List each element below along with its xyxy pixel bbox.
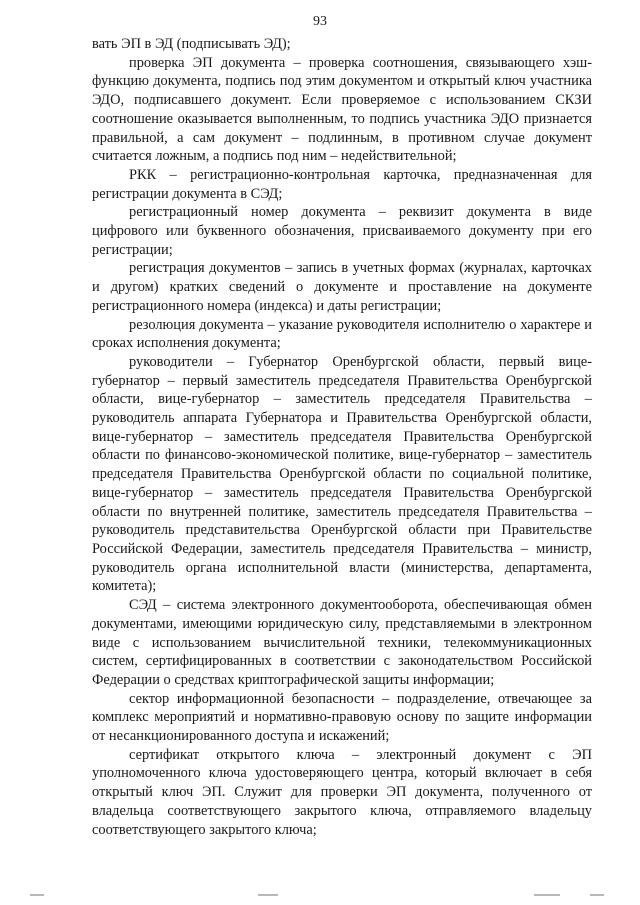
definition-rkk: РКК – регистрационно-контрольная карточка, предназначенная для регистрации документа в СЭД;	[92, 166, 592, 202]
definition-registration-number: регистрационный номер документа – реквизит документа в виде цифрового или буквенного обозначения, присваиваемого документу при его регистрации;	[92, 204, 592, 258]
definition-infosec-sector: сектор информационной безопасности – подразделение, отвечающее за комплекс мероприятий и нормативно-правовую основу по защите информации от несанкционированного доступа и искажений;	[92, 690, 592, 745]
definition-document-registration: регистрация документов – запись в учетных формах (журналах, карточках и другом) кратких сведений о документе и проставление на документе регистрационного номера (индекса) и даты регистрации;	[92, 260, 592, 314]
scan-edge-mark-center-left	[258, 894, 278, 896]
definition-public-key-certificate: сертификат открытого ключа – электронный документ с ЭП уполномоченного ключа удостоверяющего центра, который включает в себя открытый ключ ЭП. Служит для проверки ЭП документа, полученного от владельца соответствующего закрытого ключа, отправляемого владельцу соответствующего закрытого ключа;	[92, 746, 592, 838]
page-number: 93	[313, 14, 327, 29]
scan-edge-mark-right	[590, 894, 604, 896]
definition-resolution: резолюция документа – указание руководителя исполнителю о характере и сроках исполнения документа;	[92, 316, 592, 352]
definition-signature-verification: проверка ЭП документа – проверка соотношения, связывающего хэш-функцию документа, подпись под этим документом и открытый ключ участника ЭДО, подписавшего документ. Если проверяемое с использованием СКЗИ соотношение оказывается выполненным, то подпись участника ЭДО признается правильной, а сам документ – подлинным, в противном случае документ считается ложным, а подпись под ним – недействительной;	[92, 54, 592, 165]
scan-edge-mark-left	[30, 894, 44, 896]
definition-leaders: руководители – Губернатор Оренбургской области, первый вице-губернатор – первый заместитель председателя Правительства Оренбургской области, вице-губернатор – заместитель председателя Правительства – руководитель аппарата Губернатора и Правительства Оренбургской области, вице-губернатор – заместитель председателя Правительства Оренбургской области по финансово-экономической политике, вице-губернатор – заместитель председателя Правительства Оренбургской области по социальной политике, вице-губернатор – заместитель председателя Правительства Оренбургской области по внутренней политике, заместитель председателя Правительства – руководитель представительства Оренбургской области при Правительстве Российской Федерации, заместитель председателя Правительства – министр, руководитель органа исполнительной власти (министерства, департамента, комитета);	[92, 353, 592, 595]
scan-edge-mark-center-right	[534, 894, 560, 896]
definition-sed: СЭД – система электронного документооборота, обеспечивающая обмен документами, имеющими юридическую силу, представляемыми в электронном виде с использованием вычислительной техники, телекоммуникационных систем, сертифицированных в соответствии с законодательством Российской Федерации о средствах криптографической защиты информации;	[92, 597, 592, 688]
paragraph-continuation: вать ЭП в ЭД (подписывать ЭД);	[92, 36, 291, 52]
document-body	[92, 35, 592, 839]
